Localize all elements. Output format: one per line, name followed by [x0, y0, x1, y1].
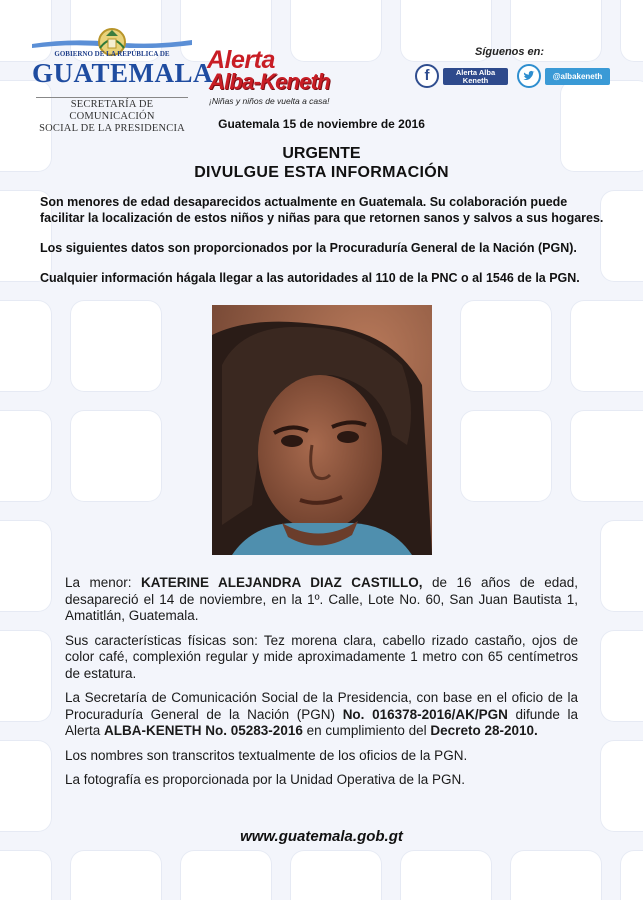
urgent-title: URGENTE	[282, 145, 361, 162]
facebook-link[interactable]: Alerta Alba Keneth	[443, 68, 508, 85]
oficio-number: No. 016378-2016/AK/PGN	[342, 706, 508, 722]
case-paragraph-5: La fotografía es proporcionada por la Unidad Operativa de la PGN.	[65, 772, 465, 787]
intro-paragraph-3: Cualquier información hágala llegar a las autoridades al 110 de la PNC o al 1546 de la PGN.	[40, 271, 580, 285]
case-paragraph-2: Sus características físicas son: Tez morena clara, cabello rizado castaño, ojos de color café, complexión regular y mide aproximadamente 1 metro con 65 centímetros de estatura.	[65, 632, 578, 681]
alerta-tagline: ¡Niñas y niños de vuelta a casa!	[209, 96, 330, 106]
facebook-icon[interactable]: f	[415, 64, 439, 88]
gov-subtitle-line1: SECRETARÍA DE COMUNICACIÓN	[69, 99, 155, 122]
portrait-image	[212, 305, 432, 555]
cumplimiento-text: en cumplimiento del	[302, 723, 431, 738]
case-paragraph-4: Los nombres son transcritos textualmente de los oficios de la PGN.	[65, 747, 468, 763]
website-link[interactable]: www.guatemala.gob.gt	[240, 828, 403, 845]
social-links	[415, 46, 615, 96]
case-intro-text: La menor:	[65, 575, 142, 590]
alerta-number: ALBA-KENETH No. 05283-2016	[104, 723, 303, 738]
missing-person-photo	[212, 305, 432, 555]
case-details	[65, 575, 578, 797]
alerta-title: Alerta	[207, 46, 275, 74]
gov-guatemala-text: GUATEMALA	[32, 58, 214, 88]
alba-keneth-title: Alba-Keneth	[209, 69, 330, 94]
government-logo	[32, 20, 214, 134]
intro-paragraph-2: Los siguientes datos son proporcionados por la Procuraduría General de la Nación (PGN).	[40, 241, 577, 255]
difunde-text: difunde la Alerta	[65, 706, 578, 738]
case-disappearance-text: de 16 años de edad, desapareció el 14 de noviembre, en la 1º. Calle, Lote No. 60, San Juan Bautista 1, Amatitlán, Guatemala.	[65, 575, 578, 623]
case-paragraph-3	[65, 690, 578, 740]
intro-section	[40, 194, 608, 300]
divider	[36, 97, 188, 98]
intro-paragraph-1: Son menores de edad desaparecidos actualmente en Guatemala. Su colaboración puede facilitar la localización de estos niños y niñas para que retornen sanos y salvos a sus hogares.	[40, 195, 604, 225]
divulgue-title: DIVULGUE ESTA INFORMACIÓN	[194, 164, 449, 181]
twitter-link[interactable]: @albakeneth	[545, 68, 610, 85]
gov-small-text: GOBIERNO DE LA REPÚBLICA DE	[54, 50, 170, 58]
social-title: Síguenos en:	[475, 46, 545, 58]
oficio-intro-text: La Secretaría de Comunicación Social de la Presidencia, con base en el oficio de la Procuraduría General de la Nación (PGN)	[65, 690, 578, 722]
twitter-icon[interactable]	[517, 64, 541, 88]
date: Guatemala 15 de noviembre de 2016	[218, 117, 425, 131]
decreto-number: Decreto 28-2010.	[430, 723, 538, 738]
alerta-alba-keneth-logo	[207, 46, 337, 110]
gov-subtitle-line2: SOCIAL DE LA PRESIDENCIA	[39, 123, 185, 134]
missing-person-name: KATERINE ALEJANDRA DIAZ CASTILLO,	[141, 575, 423, 590]
case-paragraph-1	[65, 575, 578, 625]
